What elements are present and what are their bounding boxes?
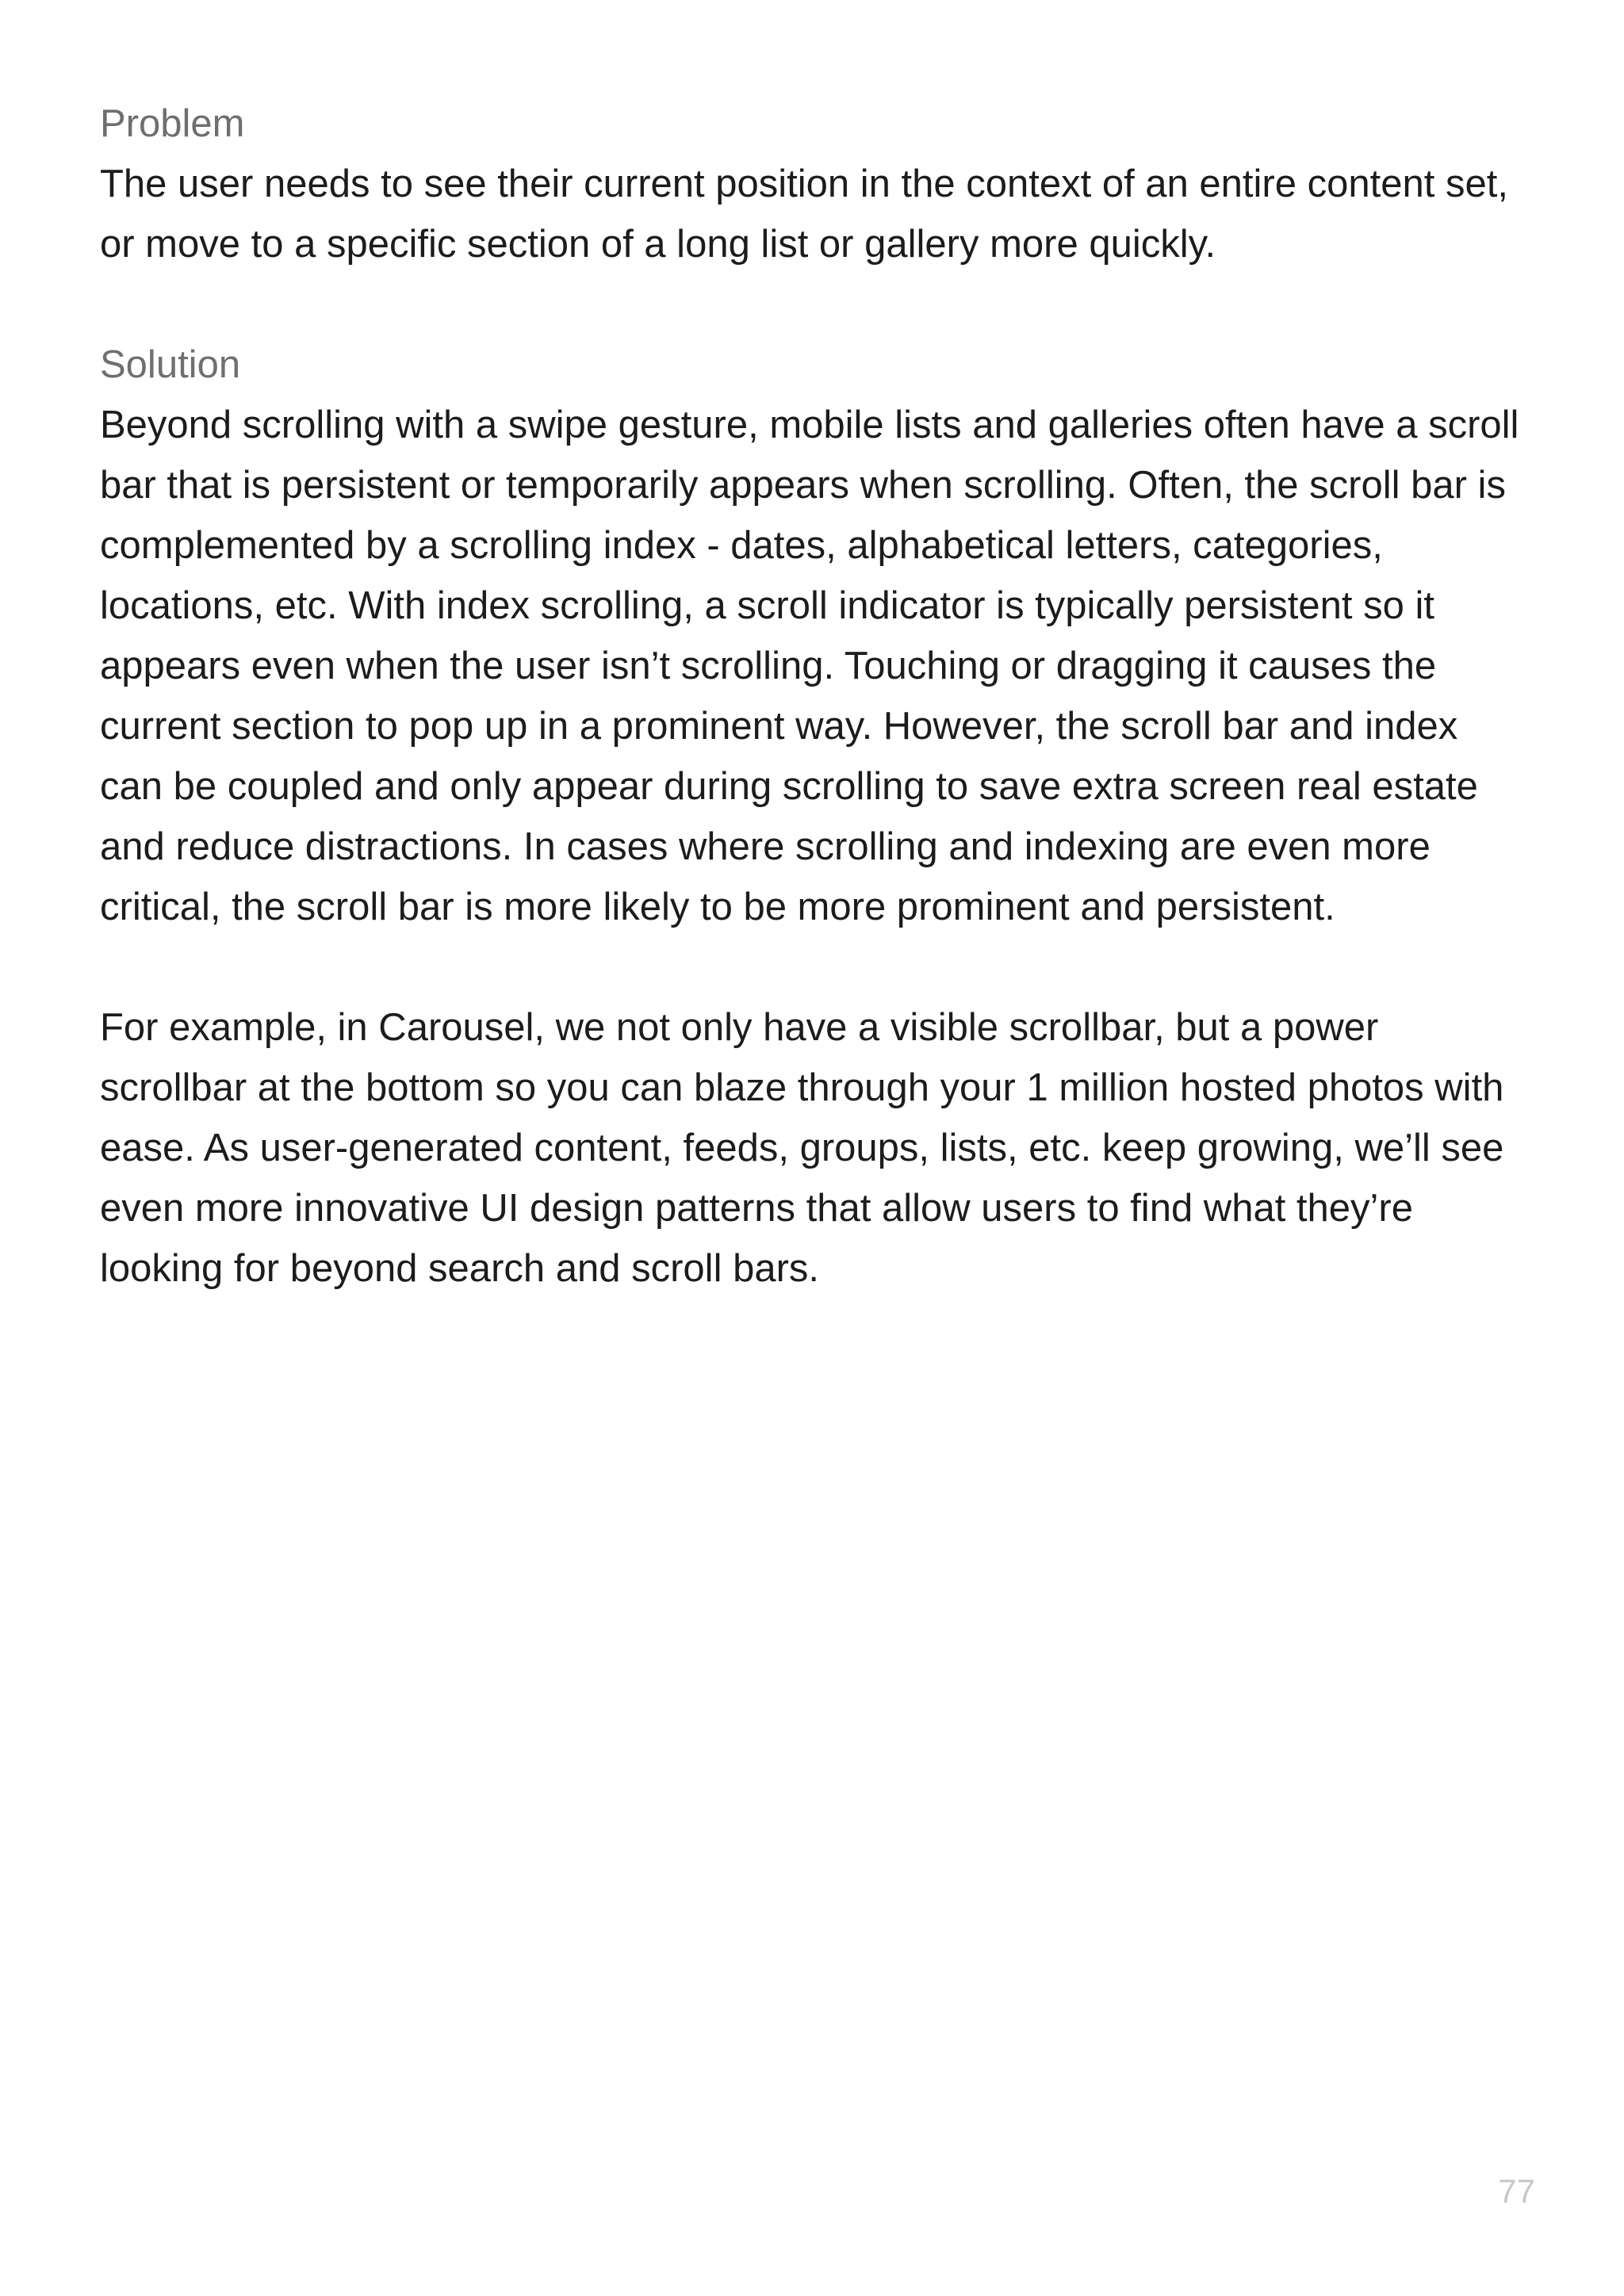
problem-heading: Problem [100, 102, 245, 145]
section-spacer [100, 937, 1527, 997]
page-number: 77 [1498, 2172, 1535, 2210]
solution-text: Beyond scrolling with a swipe gesture, mobile lists and galleries often have a scroll bar that is persistent or temporarily appears when scrolling. Often, the scroll bar is complemented by a scrolling index - dates, alphabetical letters, categories, locations, etc. With index scrolling, a scroll indicator is typically persistent so it appears even when the user isn’t scrolling. Touching or dragging it causes the current section to pop up in a prominent way. However, the scroll bar and index can be coupled and only appear during scrolling to save extra screen real estate and reduce distractions. In cases where scrolling and indexing are even more critical, the scroll bar is more likely to be more prominent and persistent. [100, 404, 1519, 928]
section-spacer [100, 274, 1527, 335]
example-section [100, 997, 1527, 1299]
solution-section [100, 335, 1527, 937]
problem-section [100, 94, 1527, 274]
solution-heading: Solution [100, 343, 241, 386]
problem-text: The user needs to see their current position in the context of an entire content set, or move to a specific section of a long list or gallery more quickly. [100, 163, 1508, 266]
page-content [100, 94, 1527, 1299]
example-text: For example, in Carousel, we not only have a visible scrollbar, but a power scrollbar at the bottom so you can blaze through your 1 million hosted photos with ease. As user-generated content, feeds, groups, lists, etc. keep growing, we’ll see even more innovative UI design patterns that allow users to find what they’re looking for beyond search and scroll bars. [100, 1006, 1504, 1290]
